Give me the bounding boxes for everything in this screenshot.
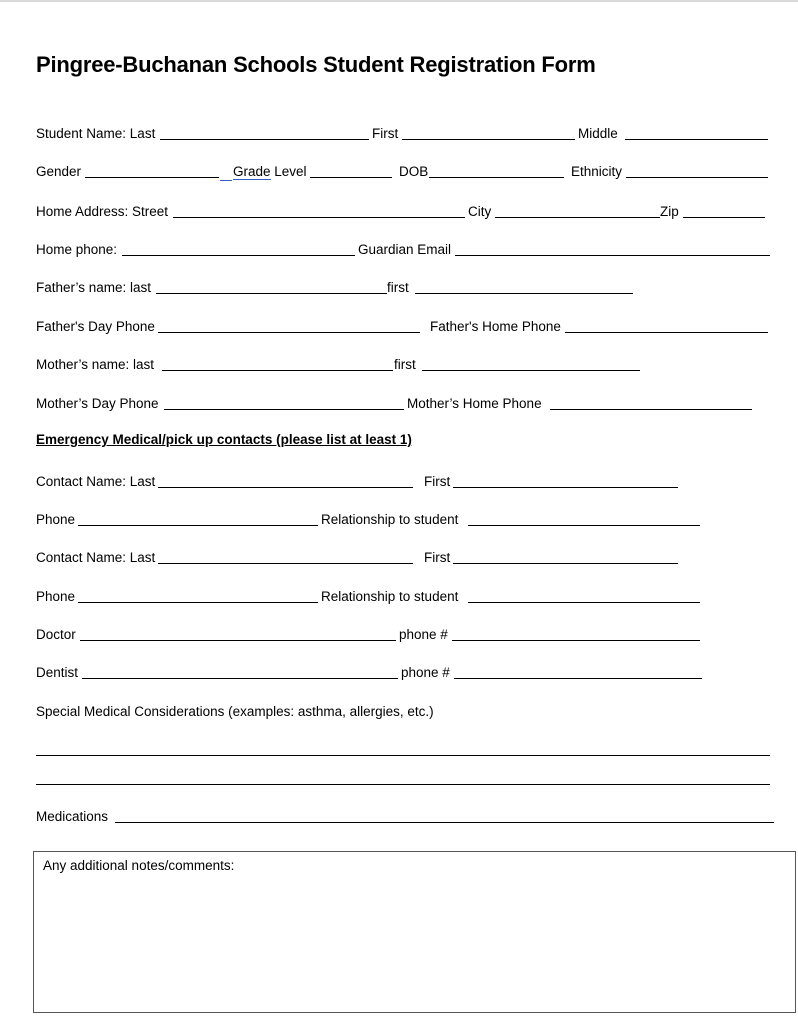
contact1-phone-row: [0, 510, 798, 530]
mother-home-phone-label: Mother’s Home Phone: [407, 396, 542, 411]
mother-first-field[interactable]: [422, 357, 640, 371]
page-top-border: [0, 0, 798, 2]
contact2-first-label: First: [424, 550, 451, 565]
contact2-relationship-field[interactable]: [468, 589, 700, 603]
ethnicity-field[interactable]: [626, 164, 768, 178]
father-last-field[interactable]: [156, 280, 387, 294]
contact2-phone-field[interactable]: [78, 589, 318, 603]
dentist-label: Dentist: [36, 665, 79, 680]
mother-phone-row: [0, 394, 798, 414]
father-name-row: [0, 278, 798, 298]
address-row: [0, 202, 798, 222]
mother-last-field[interactable]: [162, 357, 393, 371]
father-day-phone-field[interactable]: [158, 319, 420, 333]
dentist-phone-field[interactable]: [454, 665, 702, 679]
contact2-last-label: Contact Name: Last: [36, 550, 156, 565]
father-home-phone-field[interactable]: [565, 319, 768, 333]
dob-field[interactable]: [429, 164, 564, 178]
father-home-phone-label: Father's Home Phone: [430, 319, 561, 334]
city-label: City: [468, 204, 492, 219]
contact1-first-label: First: [424, 474, 451, 489]
ethnicity-label: Ethnicity: [571, 164, 623, 179]
special-medical-row: [0, 702, 798, 722]
mother-first-label: first: [394, 357, 416, 372]
contact1-phone-label: Phone: [36, 512, 76, 527]
father-first-label: first: [387, 280, 409, 295]
dob-label: DOB: [399, 164, 429, 179]
special-medical-line-1[interactable]: [36, 755, 770, 756]
medications-row: [0, 807, 798, 827]
home-phone-label: Home phone:: [36, 242, 118, 257]
contact1-relationship-label: Relationship to student: [321, 512, 459, 527]
contact1-name-row: [0, 472, 798, 492]
student-last-label: Student Name: Last: [36, 126, 156, 141]
gender-field[interactable]: [85, 164, 219, 178]
guardian-email-label: Guardian Email: [358, 242, 452, 257]
zip-field[interactable]: [683, 204, 765, 218]
contact1-first-field[interactable]: [453, 474, 678, 488]
spellcheck-mark: [220, 180, 232, 181]
city-field[interactable]: [495, 204, 660, 218]
home-phone-field[interactable]: [122, 242, 355, 256]
student-last-field[interactable]: [160, 126, 369, 140]
contact2-name-row: [0, 548, 798, 568]
zip-label: Zip: [660, 204, 679, 219]
student-first-field[interactable]: [402, 126, 575, 140]
father-last-label: Father’s name: last: [36, 280, 152, 295]
doctor-row: [0, 625, 798, 645]
grade-level-field[interactable]: [310, 164, 392, 178]
student-middle-label: Middle: [578, 126, 618, 141]
doctor-field[interactable]: [80, 627, 396, 641]
medications-label: Medications: [36, 809, 109, 824]
contact1-last-label: Contact Name: Last: [36, 474, 156, 489]
mother-home-phone-field[interactable]: [550, 396, 752, 410]
father-phone-row: [0, 317, 798, 337]
doctor-phone-label: phone #: [399, 627, 448, 642]
contact2-last-field[interactable]: [158, 550, 413, 564]
grade-word: Grade: [233, 164, 271, 179]
contact2-phone-label: Phone: [36, 589, 76, 604]
dentist-row: [0, 663, 798, 683]
doctor-label: Doctor: [36, 627, 76, 642]
street-field[interactable]: [173, 204, 465, 218]
student-first-label: First: [372, 126, 399, 141]
street-label: Home Address: Street: [36, 204, 169, 219]
student-middle-field[interactable]: [625, 126, 768, 140]
doctor-phone-field[interactable]: [452, 627, 700, 641]
student-name-row: [0, 124, 798, 144]
notes-box[interactable]: [33, 851, 796, 1013]
grade-level-label: [233, 162, 307, 182]
mother-day-phone-label: Mother’s Day Phone: [36, 396, 159, 411]
contact1-phone-field[interactable]: [78, 512, 318, 526]
level-word: Level: [270, 164, 307, 179]
father-first-field[interactable]: [415, 280, 633, 294]
dentist-field[interactable]: [82, 665, 398, 679]
guardian-email-field[interactable]: [455, 242, 770, 256]
special-medical-label: Special Medical Considerations (examples: asthma, allergies, etc.): [36, 704, 434, 719]
form-title: Pingree-Buchanan Schools Student Registration Form: [36, 52, 596, 77]
emergency-contacts-heading: Emergency Medical/pick up contacts (please list at least 1): [36, 432, 412, 447]
notes-label: Any additional notes/comments:: [43, 858, 235, 873]
gender-label: Gender: [36, 164, 82, 179]
mother-name-row: [0, 355, 798, 375]
contact1-last-field[interactable]: [158, 474, 413, 488]
mother-last-label: Mother’s name: last: [36, 357, 155, 372]
contact-info-row: [0, 240, 798, 260]
mother-day-phone-field[interactable]: [164, 396, 404, 410]
contact2-relationship-label: Relationship to student: [321, 589, 459, 604]
contact1-relationship-field[interactable]: [468, 512, 700, 526]
medications-field[interactable]: [115, 809, 774, 823]
contact2-first-field[interactable]: [453, 550, 678, 564]
contact2-phone-row: [0, 587, 798, 607]
dentist-phone-label: phone #: [401, 665, 450, 680]
father-day-phone-label: Father's Day Phone: [36, 319, 155, 334]
gender-row: [0, 162, 798, 182]
special-medical-line-2[interactable]: [36, 784, 770, 785]
